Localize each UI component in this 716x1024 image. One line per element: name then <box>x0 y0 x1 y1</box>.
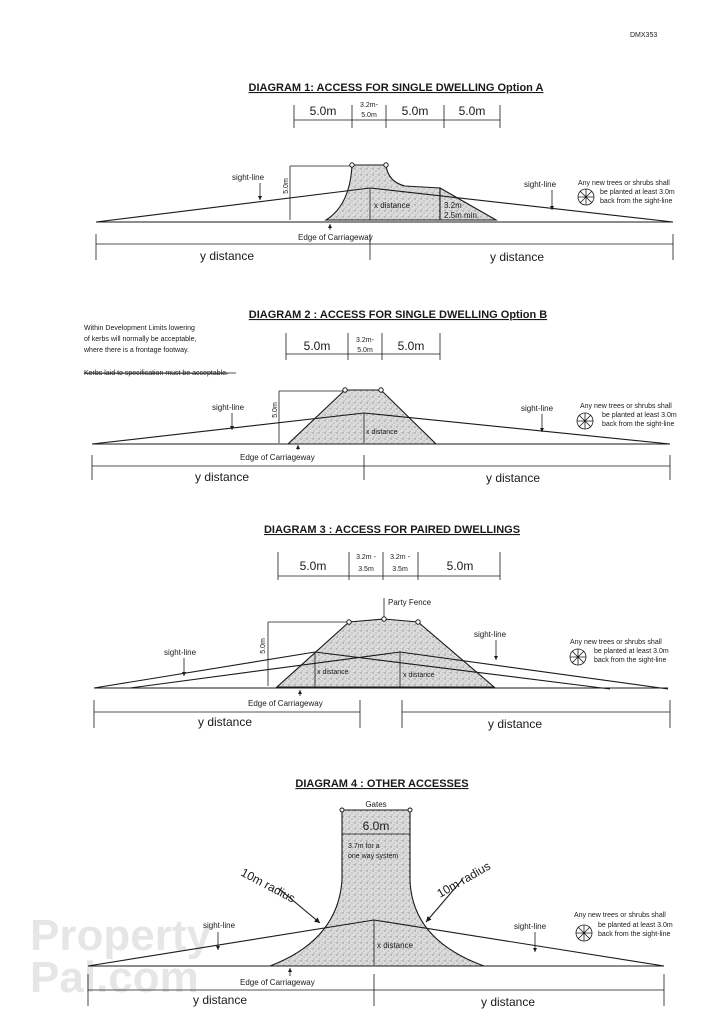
d2-sight-line-right: sight-line <box>521 404 554 413</box>
d2-dim-1: 5.0m <box>303 339 331 353</box>
d3-sight-line-left: sight-line <box>164 648 197 657</box>
d4-x-distance: x distance <box>377 941 414 950</box>
d4-radius-right: 10m radius <box>434 858 493 901</box>
d1-mid-dim-2: 5.0m <box>361 112 377 119</box>
d1-edge-label: Edge of Carriageway <box>298 233 373 242</box>
d1-dim-3: 5.0m <box>458 104 486 118</box>
diagram-1-title: DIAGRAM 1: ACCESS FOR SINGLE DWELLING Option A <box>248 82 544 94</box>
d4-inner-note-2: one way system <box>348 853 399 860</box>
diagram-3 <box>94 524 670 731</box>
d2-height: 5.0m <box>272 402 279 418</box>
d2-note-2: of kerbs will normally be acceptable, <box>84 336 197 343</box>
diagram-4-title: DIAGRAM 4 : OTHER ACCESSES <box>295 778 469 790</box>
d2-y-distance-left: y distance <box>194 470 250 484</box>
d3-height: 5.0m <box>260 638 267 654</box>
d1-height: 5.0m <box>283 178 290 194</box>
d3-mid-left-1: 3.2m - <box>356 554 376 561</box>
d2-mid-dim-2: 5.0m <box>357 347 373 354</box>
d2-sight-line-left: sight-line <box>212 403 245 412</box>
diagram-1 <box>96 82 675 264</box>
d1-tree-note-2: be planted at least 3.0m <box>600 189 675 196</box>
d4-y-distance-right: y distance <box>480 995 536 1009</box>
d1-side-dim-2: 2.5m min. <box>444 211 480 220</box>
d1-dim-1: 5.0m <box>309 104 337 118</box>
d2-tree-note-2: be planted at least 3.0m <box>602 412 677 419</box>
watermark-line2: Pal.com <box>30 953 199 1002</box>
d1-x-distance: x distance <box>374 201 411 210</box>
d1-sight-line-left: sight-line <box>232 173 265 182</box>
d2-dim-2: 5.0m <box>397 339 425 353</box>
d3-mid-left-2: 3.5m <box>358 566 374 573</box>
d1-tree-note-1: Any new trees or shrubs shall <box>578 180 670 187</box>
d1-mid-dim-1: 3.2m- <box>360 102 378 109</box>
d2-note-1: Within Development Limits lowering <box>84 325 195 332</box>
d3-tree-note-2: be planted at least 3.0m <box>594 648 669 655</box>
d2-x-distance: x distance <box>366 429 398 436</box>
d4-tree-note-1: Any new trees or shrubs shall <box>574 912 666 919</box>
d3-mid-right-2: 3.5m <box>392 566 408 573</box>
d4-sight-line-left: sight-line <box>203 921 236 930</box>
d3-dim-2: 5.0m <box>446 559 474 573</box>
d4-edge-label: Edge of Carriageway <box>240 978 315 987</box>
d3-y-distance-left: y distance <box>197 715 253 729</box>
diagram-2 <box>83 309 677 485</box>
d4-inner-note-1: 3.7m for a <box>348 843 380 850</box>
d1-side-dim-1: 3.2m <box>444 201 462 210</box>
d1-sight-line-right: sight-line <box>524 180 557 189</box>
d2-note-3: where there is a frontage footway. <box>84 347 189 354</box>
header-mark: DMX353 <box>630 32 658 39</box>
d1-dim-2: 5.0m <box>401 104 429 118</box>
d1-tree-note-3: back from the sight-line <box>600 198 673 205</box>
d2-tree-note-3: back from the sight-line <box>602 421 675 428</box>
d3-y-distance-right: y distance <box>487 717 543 731</box>
d4-tree-note-3: back from the sight-line <box>598 931 671 938</box>
d4-y-distance-left: y distance <box>192 993 248 1007</box>
d2-struck-note: Kerbs laid to specification must be acceptable. <box>84 370 228 377</box>
d3-tree-note-1: Any new trees or shrubs shall <box>570 639 662 646</box>
d1-y-distance-left: y distance <box>199 249 255 263</box>
d3-dim-1: 5.0m <box>299 559 327 573</box>
d3-edge-label: Edge of Carriageway <box>248 699 323 708</box>
d3-x-distance-left: x distance <box>317 669 349 676</box>
d3-sight-line-right: sight-line <box>474 630 507 639</box>
d4-gates: Gates <box>365 800 387 809</box>
watermark-line1: Property <box>30 911 211 960</box>
diagram-3-title: DIAGRAM 3 : ACCESS FOR PAIRED DWELLINGS <box>263 524 521 536</box>
d3-party-fence: Party Fence <box>388 598 432 607</box>
d2-edge-label: Edge of Carriageway <box>240 453 315 462</box>
d4-radius-left: 10m radius <box>238 865 298 906</box>
d2-mid-dim-1: 3.2m- <box>356 337 374 344</box>
d4-tree-note-2: be planted at least 3.0m <box>598 922 673 929</box>
d3-x-distance-right: x distance <box>403 672 435 679</box>
diagram-2-title: DIAGRAM 2 : ACCESS FOR SINGLE DWELLING Option B <box>248 309 548 321</box>
d1-y-distance-right: y distance <box>489 250 545 264</box>
d3-mid-right-1: 3.2m - <box>390 554 410 561</box>
d4-sight-line-right: sight-line <box>514 922 547 931</box>
d4-width: 6.0m <box>362 819 390 833</box>
d2-y-distance-right: y distance <box>485 471 541 485</box>
d2-tree-note-1: Any new trees or shrubs shall <box>580 403 672 410</box>
d3-tree-note-3: back from the sight-line <box>594 657 667 664</box>
